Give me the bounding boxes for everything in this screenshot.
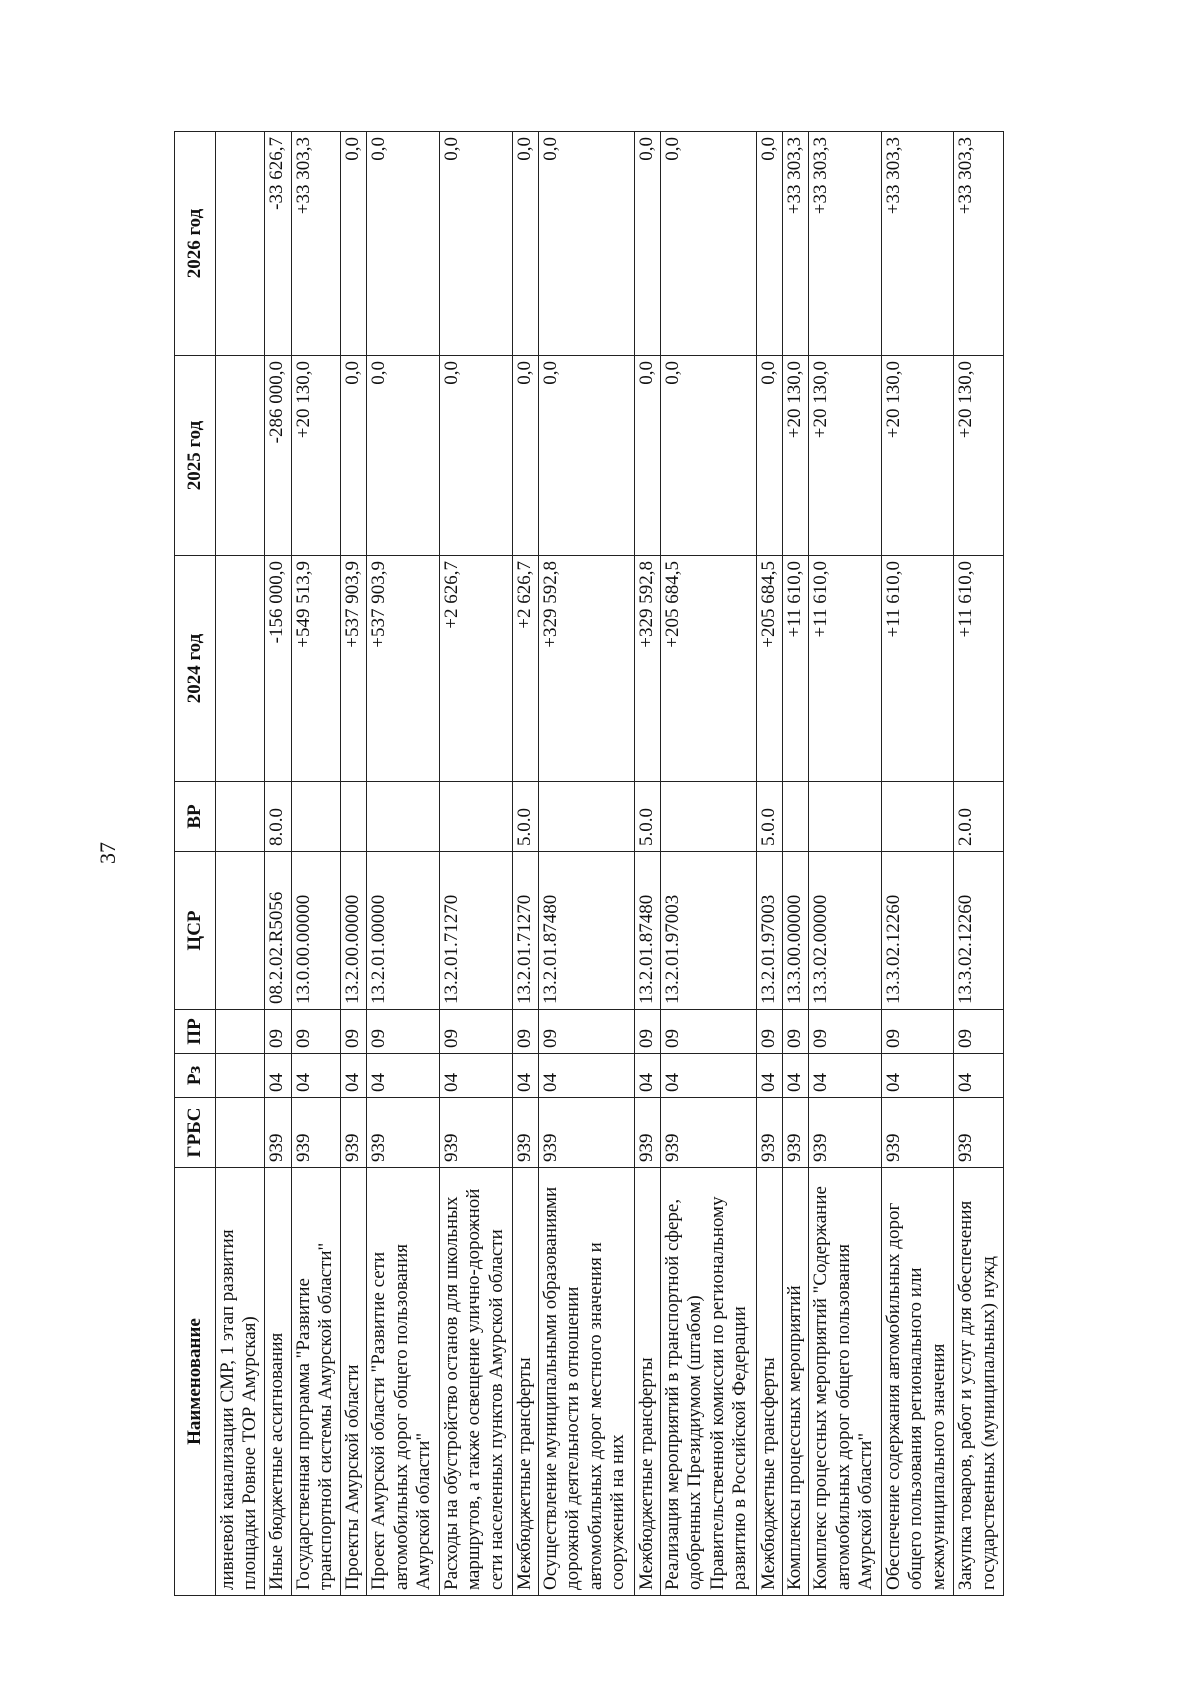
cell-rz: 04 <box>756 1054 782 1098</box>
cell-name: Иные бюджетные ассигнования <box>265 1168 291 1596</box>
cell-2026: 0,0 <box>341 132 367 356</box>
table-row <box>634 132 660 1596</box>
cell-vr <box>809 782 882 852</box>
cell-grbs: 939 <box>809 1098 882 1168</box>
cell-pr: 09 <box>367 1010 440 1054</box>
cell-csr: 13.0.00.00000 <box>291 852 340 1010</box>
cell-vr: 5.0.0 <box>634 782 660 852</box>
table-row <box>809 132 882 1596</box>
cell-2026: +33 303,3 <box>954 132 1004 356</box>
cell-pr: 09 <box>341 1010 367 1054</box>
cell-name: Закупка товаров, работ и услуг для обеспечения государственных (муниципальных) нужд <box>954 1168 1004 1596</box>
cell-vr <box>660 782 756 852</box>
cell-2026: 0,0 <box>512 132 538 356</box>
cell-rz: 04 <box>341 1054 367 1098</box>
table-row <box>367 132 440 1596</box>
table-row <box>216 132 265 1596</box>
table-row <box>291 132 340 1596</box>
cell-vr <box>782 782 808 852</box>
cell-grbs: 939 <box>538 1098 634 1168</box>
cell-pr <box>216 1010 265 1054</box>
cell-2024: +549 513,9 <box>291 556 340 782</box>
cell-grbs: 939 <box>634 1098 660 1168</box>
cell-2026: 0,0 <box>440 132 513 356</box>
header-2024: 2024 год <box>175 556 216 782</box>
cell-grbs: 939 <box>341 1098 367 1168</box>
cell-2025: 0,0 <box>367 356 440 556</box>
cell-2025: 0,0 <box>634 356 660 556</box>
cell-2026: 0,0 <box>756 132 782 356</box>
header-rz: Рз <box>175 1054 216 1098</box>
rotated-table-container <box>174 132 1004 1596</box>
budget-table <box>174 131 1004 1596</box>
cell-2025: 0,0 <box>341 356 367 556</box>
cell-2026 <box>216 132 265 356</box>
cell-2026: 0,0 <box>367 132 440 356</box>
cell-name: ливневой канализации СМР, 1 этап развития площадки Ровное ТОР Амурская) <box>216 1168 265 1596</box>
cell-pr: 09 <box>538 1010 634 1054</box>
cell-2026: 0,0 <box>538 132 634 356</box>
table-row <box>265 132 291 1596</box>
cell-rz: 04 <box>782 1054 808 1098</box>
cell-csr: 13.3.02.12260 <box>881 852 954 1010</box>
cell-grbs: 939 <box>512 1098 538 1168</box>
cell-2026: +33 303,3 <box>291 132 340 356</box>
cell-2024: +537 903,9 <box>341 556 367 782</box>
cell-vr: 5.0.0 <box>756 782 782 852</box>
cell-2025: -286 000,0 <box>265 356 291 556</box>
cell-name: Комплексы процессных мероприятий <box>782 1168 808 1596</box>
cell-csr: 13.3.02.12260 <box>954 852 1004 1010</box>
cell-2026: +33 303,3 <box>782 132 808 356</box>
cell-2026: -33 626,7 <box>265 132 291 356</box>
cell-grbs: 939 <box>291 1098 340 1168</box>
header-csr: ЦСР <box>175 852 216 1010</box>
table-row <box>881 132 954 1596</box>
cell-2024: +537 903,9 <box>367 556 440 782</box>
cell-vr <box>881 782 954 852</box>
cell-grbs: 939 <box>367 1098 440 1168</box>
cell-pr: 09 <box>954 1010 1004 1054</box>
cell-csr: 13.2.01.00000 <box>367 852 440 1010</box>
cell-grbs: 939 <box>782 1098 808 1168</box>
cell-vr: 8.0.0 <box>265 782 291 852</box>
table-row <box>341 132 367 1596</box>
cell-name: Проект Амурской области "Развитие сети автомобильных дорог общего пользования Амурской области" <box>367 1168 440 1596</box>
cell-csr: 08.2.02.R5056 <box>265 852 291 1010</box>
cell-2025: +20 130,0 <box>881 356 954 556</box>
cell-pr: 09 <box>660 1010 756 1054</box>
cell-rz: 04 <box>367 1054 440 1098</box>
cell-2025: 0,0 <box>512 356 538 556</box>
cell-csr: 13.2.01.87480 <box>538 852 634 1010</box>
cell-name: Проекты Амурской области <box>341 1168 367 1596</box>
cell-rz: 04 <box>512 1054 538 1098</box>
cell-2024: +11 610,0 <box>954 556 1004 782</box>
cell-vr <box>216 782 265 852</box>
cell-name: Государственная программа "Развитие транспортной системы Амурской области" <box>291 1168 340 1596</box>
cell-name: Комплекс процессных мероприятий "Содержание автомобильных дорог общего пользования Амурской области" <box>809 1168 882 1596</box>
cell-2026: 0,0 <box>660 132 756 356</box>
cell-2024: +11 610,0 <box>809 556 882 782</box>
cell-2024: +11 610,0 <box>782 556 808 782</box>
cell-2025: +20 130,0 <box>782 356 808 556</box>
cell-csr: 13.3.00.00000 <box>782 852 808 1010</box>
cell-rz: 04 <box>440 1054 513 1098</box>
cell-vr <box>440 782 513 852</box>
cell-grbs: 939 <box>954 1098 1004 1168</box>
cell-rz: 04 <box>538 1054 634 1098</box>
table-row <box>782 132 808 1596</box>
header-vr: ВР <box>175 782 216 852</box>
cell-pr: 09 <box>782 1010 808 1054</box>
cell-2024: +11 610,0 <box>881 556 954 782</box>
cell-vr <box>538 782 634 852</box>
cell-name: Осуществление муниципальными образованиями дорожной деятельности в отношении автомобильных дорог местного значения и сооружений на них <box>538 1168 634 1596</box>
cell-pr: 09 <box>881 1010 954 1054</box>
cell-rz: 04 <box>954 1054 1004 1098</box>
cell-csr: 13.3.02.00000 <box>809 852 882 1010</box>
cell-2024: +205 684,5 <box>756 556 782 782</box>
page-number: 37 <box>95 842 120 864</box>
cell-grbs: 939 <box>881 1098 954 1168</box>
cell-2025: 0,0 <box>756 356 782 556</box>
cell-csr <box>216 852 265 1010</box>
cell-name: Реализация мероприятий в транспортной сфере, одобренных Президиумом (штабом) Правительственной комиссии по региональному развитию в Российской Федерации <box>660 1168 756 1596</box>
cell-2024: +329 592,8 <box>538 556 634 782</box>
table-header-row <box>175 132 216 1596</box>
table-row <box>538 132 634 1596</box>
cell-pr: 09 <box>440 1010 513 1054</box>
cell-vr <box>291 782 340 852</box>
cell-vr <box>341 782 367 852</box>
cell-2024: +205 684,5 <box>660 556 756 782</box>
table-row <box>954 132 1004 1596</box>
table-row <box>660 132 756 1596</box>
cell-2024 <box>216 556 265 782</box>
cell-pr: 09 <box>634 1010 660 1054</box>
header-name: Наименование <box>175 1168 216 1596</box>
table-row <box>440 132 513 1596</box>
header-2025: 2025 год <box>175 356 216 556</box>
cell-2026: +33 303,3 <box>809 132 882 356</box>
cell-name: Обеспечение содержания автомобильных дорог общего пользования регионального или межмуниципального значения <box>881 1168 954 1596</box>
cell-csr: 13.2.01.71270 <box>512 852 538 1010</box>
cell-2025: +20 130,0 <box>809 356 882 556</box>
cell-csr: 13.2.00.00000 <box>341 852 367 1010</box>
cell-rz: 04 <box>660 1054 756 1098</box>
cell-2025: +20 130,0 <box>291 356 340 556</box>
cell-rz: 04 <box>265 1054 291 1098</box>
cell-name: Расходы на обустройство останов для школьных маршрутов, а также освещение улично-дорожной сети населенных пунктов Амурской области <box>440 1168 513 1596</box>
header-grbs: ГРБС <box>175 1098 216 1168</box>
cell-grbs: 939 <box>265 1098 291 1168</box>
cell-pr: 09 <box>265 1010 291 1054</box>
cell-vr: 5.0.0 <box>512 782 538 852</box>
cell-vr <box>367 782 440 852</box>
cell-rz: 04 <box>634 1054 660 1098</box>
table-row <box>512 132 538 1596</box>
header-pr: ПР <box>175 1010 216 1054</box>
cell-name: Межбюджетные трансферты <box>512 1168 538 1596</box>
cell-grbs: 939 <box>756 1098 782 1168</box>
cell-2024: +2 626,7 <box>440 556 513 782</box>
cell-rz <box>216 1054 265 1098</box>
cell-pr: 09 <box>809 1010 882 1054</box>
cell-csr: 13.2.01.97003 <box>660 852 756 1010</box>
cell-2025: 0,0 <box>660 356 756 556</box>
cell-2026: 0,0 <box>634 132 660 356</box>
cell-csr: 13.2.01.87480 <box>634 852 660 1010</box>
cell-2024: -156 000,0 <box>265 556 291 782</box>
cell-grbs: 939 <box>440 1098 513 1168</box>
cell-2026: +33 303,3 <box>881 132 954 356</box>
cell-csr: 13.2.01.71270 <box>440 852 513 1010</box>
cell-2025: +20 130,0 <box>954 356 1004 556</box>
cell-2024: +329 592,8 <box>634 556 660 782</box>
cell-rz: 04 <box>291 1054 340 1098</box>
cell-2025: 0,0 <box>440 356 513 556</box>
cell-2024: +2 626,7 <box>512 556 538 782</box>
cell-2025 <box>216 356 265 556</box>
header-2026: 2026 год <box>175 132 216 356</box>
cell-pr: 09 <box>291 1010 340 1054</box>
cell-name: Межбюджетные трансферты <box>756 1168 782 1596</box>
cell-pr: 09 <box>756 1010 782 1054</box>
cell-csr: 13.2.01.97003 <box>756 852 782 1010</box>
table-row <box>756 132 782 1596</box>
cell-rz: 04 <box>809 1054 882 1098</box>
cell-pr: 09 <box>512 1010 538 1054</box>
cell-2025: 0,0 <box>538 356 634 556</box>
cell-grbs <box>216 1098 265 1168</box>
cell-rz: 04 <box>881 1054 954 1098</box>
cell-name: Межбюджетные трансферты <box>634 1168 660 1596</box>
cell-grbs: 939 <box>660 1098 756 1168</box>
cell-vr: 2.0.0 <box>954 782 1004 852</box>
